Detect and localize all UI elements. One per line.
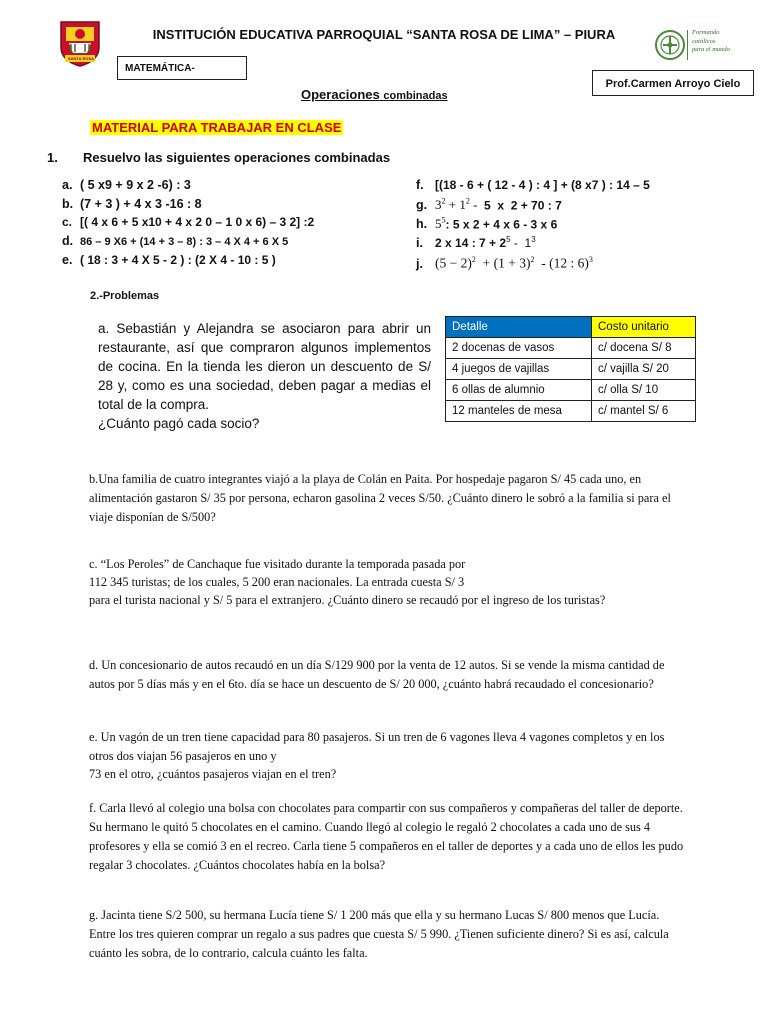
problem-f: f. Carla llevó al colegio una bolsa con chocolates para compartir con sus compañeros y compañeras del taller de deporte. Su hermano le quitó 5 chocolates en el camino. Cuando llegó al colegio le regaló 2 chocolates a cada uno de sus 4 profesores y ella se comió 3 en el recreo. Carla tiene 5 compañeros en el taller de deportes y a cada uno de ellos les pudo regalar 3 chocolates. ¿Cuántos chocolates había en la bolsa? bbox=[89, 801, 684, 872]
table-header-row bbox=[446, 317, 696, 338]
motto-logo bbox=[653, 26, 743, 66]
exercise-a: a. ( 5 x9 + 9 x 2 -6) : 3 bbox=[62, 178, 191, 192]
exercise-g: g. $3^2 + 1^2 - 5$ x 2 + 70 : 7 bbox=[416, 197, 562, 213]
title-main: Operaciones bbox=[301, 87, 380, 102]
exercise-f: f. [(18 - 6 + ( 12 - 4 ) : 4 ] + (8 x7 ) : 14 – 5 bbox=[416, 178, 650, 192]
table-cell: 4 juegos de vajillas bbox=[446, 359, 592, 380]
exercise-i: i. 2 x 14 : $7 + 2^5 - 1^3$ bbox=[416, 235, 536, 250]
table-row bbox=[446, 380, 696, 401]
exercise-d: d. 86 – 9 X6 + (14 + 3 – 8) : 3 – 4 X 4 + 6 X 5 bbox=[62, 234, 289, 248]
page-title bbox=[301, 87, 448, 102]
table-row bbox=[446, 401, 696, 422]
problem-c-line-2: 112 345 turistas; de los cuales, 5 200 eran nacionales. La entrada cuesta S/ 3 bbox=[89, 575, 465, 589]
table-cell: c/ olla S/ 10 bbox=[592, 380, 696, 401]
table-cell: c/ vajilla S/ 20 bbox=[592, 359, 696, 380]
table-header-cell: Detalle bbox=[446, 317, 592, 338]
table-cell: 6 ollas de alumnio bbox=[446, 380, 592, 401]
exercise-h: h. $5^5$: 5 x 2 + 4 x 6 - 3 x 6 bbox=[416, 216, 558, 232]
school-title: INSTITUCIÓN EDUCATIVA PARROQUIAL “SANTA ROSA DE LIMA” – PIURA bbox=[152, 27, 616, 42]
title-sub: combinadas bbox=[383, 90, 448, 102]
table-cell: c/ docena S/ 8 bbox=[592, 338, 696, 359]
section-heading bbox=[47, 150, 390, 165]
section-number: 1. bbox=[47, 150, 58, 165]
exercise-e: e. ( 18 : 3 + 4 X 5 - 2 ) : (2 X 4 - 10 : 5 ) bbox=[62, 253, 276, 267]
cost-table bbox=[445, 316, 696, 422]
exercise-c: c. [( 4 x 6 + 5 x10 + 4 x 2 0 – 1 0 x 6) – 3 2] :2 bbox=[62, 215, 315, 229]
motto-line-1: Formando bbox=[692, 29, 720, 36]
subject-box: MATEMÁTICA- bbox=[117, 56, 247, 80]
problem-a-text: a. Sebastián y Alejandra se asociaron para abrir un restaurante, así que compraron algunos implementos de cocina. En la tienda les dieron un descuento de S/ 28 y, como es una sociedad, deben pagar a medias el total de la compra. bbox=[98, 321, 431, 412]
exercise-j: j. $(5 - 2)^2 + (1 + 3)^2 - (12$ : 6)$^3$ bbox=[416, 255, 593, 271]
logo-text: SANTA ROSA bbox=[68, 56, 94, 61]
table-cell: c/ mantel S/ 6 bbox=[592, 401, 696, 422]
problem-e-line-1: e. Un vagón de un tren tiene capacidad para 80 pasajeros. Si un tren de 6 vagones lleva 4 vagones completos y en los otros dos viajan 56 pasajeros en uno y bbox=[89, 730, 665, 763]
problem-b: b.Una familia de cuatro integrantes viajó a la playa de Colán en Paita. Por hospedaje pagaron S/ 45 cada uno, en alimentación gastaron S/ 35 por persona, echaron gasolina 2 veces S/50. ¿Cuánto dinero le sobró a la familia si para el viaje disponían de S/500? bbox=[89, 472, 671, 524]
teacher-box: Prof.Carmen Arroyo Cielo bbox=[592, 70, 754, 96]
problems-heading: 2.-Problemas bbox=[90, 290, 160, 302]
motto-line-3: para el mundo bbox=[692, 46, 730, 53]
section-text: Resuelvo las siguientes operaciones combinadas bbox=[83, 150, 391, 165]
exercise-b: b. (7 + 3 ) + 4 x 3 -16 : 8 bbox=[62, 197, 202, 211]
motto-line-2: católicos bbox=[692, 37, 716, 45]
problem-c-line-1: c. “Los Peroles” de Canchaque fue visitado durante la temporada pasada por bbox=[89, 557, 466, 571]
problem-a bbox=[98, 319, 431, 433]
table-row bbox=[446, 359, 696, 380]
table-header-cell: Costo unitario bbox=[592, 317, 696, 338]
problem-g: g. Jacinta tiene S/2 500, su hermana Lucía tiene S/ 1 200 más que ella y su hermano Lucas S/ 800 menos que Lucía. Entre los tres quieren comprar un regalo a sus padres que cuesta S/ 5 990. ¿Tienen suficiente dinero? Si es así, calcula cuánto les sobra, de lo contrario, calcula cuánto les falta. bbox=[89, 908, 669, 960]
material-label: MATERIAL PARA TRABAJAR EN CLASE bbox=[92, 120, 342, 135]
problem-e-line-2: 73 en el otro, ¿cuántos pasajeros viajan en el tren? bbox=[89, 767, 337, 781]
problem-c-line-3: para el turista nacional y S/ 5 para el extranjero. ¿Cuánto dinero se recaudó por el ingreso de los turistas? bbox=[89, 593, 606, 607]
problem-a-question: ¿Cuánto pagó cada socio? bbox=[98, 416, 260, 431]
problem-d: d. Un concesionario de autos recaudó en un día S/129 900 por la venta de 12 autos. Si se vende la misma cantidad de autos por 5 días más y en el 6to. día se hace un descuento de S/ 20 000, ¿cuánto habrá recaudado el concesionario? bbox=[89, 658, 665, 691]
table-cell: 2 docenas de vasos bbox=[446, 338, 592, 359]
table-row bbox=[446, 338, 696, 359]
table-cell: 12 manteles de mesa bbox=[446, 401, 592, 422]
